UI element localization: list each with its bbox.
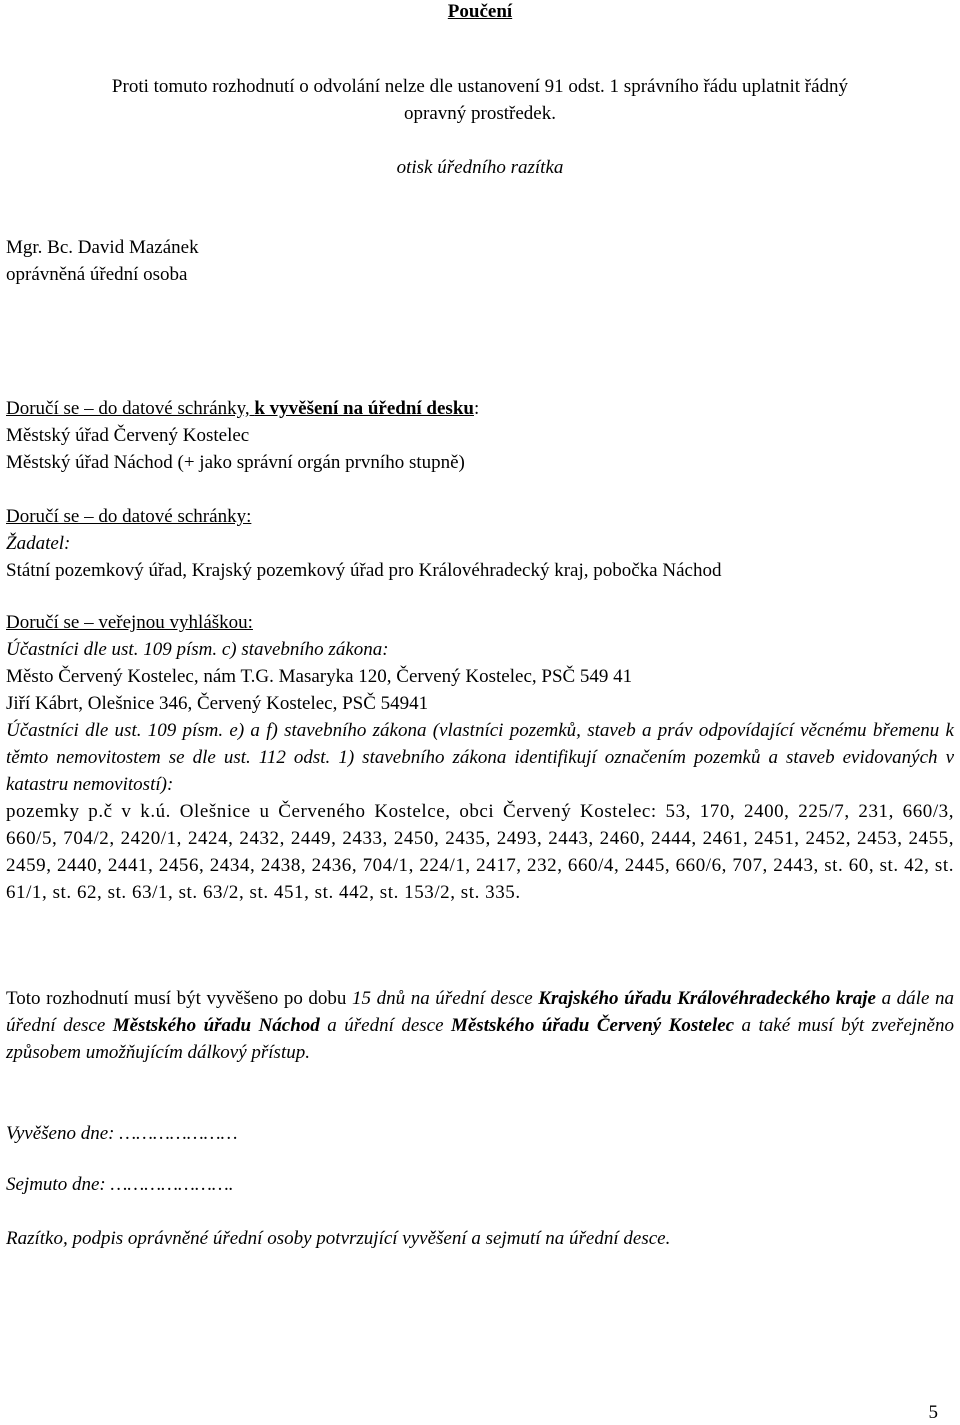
recipient-item: Městský úřad Červený Kostelec [6, 425, 250, 446]
delivery-box-lead: Doručí se – do datové schránky: [6, 506, 252, 527]
recipient-item: Městský úřad Náchod (+ jako správní orgán prvního stupně) [6, 452, 465, 473]
participants-ef-label: Účastníci dle ust. 109 písm. e) a f) stavebního zákona (vlastníci pozemků, staveb a práv odpovídající věcnému břemenu k těmto nemovitostem se dle ust. 112 odst. 1) stavebního zákona identifikují označením pozemků a staveb evidovaných v katastru nemovitostí): [6, 720, 954, 795]
posting-text-italic: a také musí být zveřejněno způsobem umožňujícím dálkový přístup. [6, 1015, 954, 1063]
posting-regional-office: Krajského úřadu Královéhradeckého kraje [538, 988, 876, 1009]
delivery-board-lead-bold: k vyvěšení na úřední desku [254, 398, 474, 419]
delivery-board-lead [6, 395, 954, 422]
applicant-name: Státní pozemkový úřad, Krajský pozemkový úřad pro Královéhradecký kraj, pobočka Náchod [6, 560, 722, 581]
stamp-placeholder: otisk úředního razítka [396, 157, 564, 178]
posting-paragraph [6, 985, 954, 1066]
posting-nachod-office: Městského úřadu Náchod [112, 1015, 320, 1036]
participant-item: Jiří Kábrt, Olešnice 346, Červený Kostelec, PSČ 54941 [6, 693, 429, 714]
posting-text-italic: a úřední desce [319, 1015, 451, 1036]
posted-on-field: Vyvěšeno dne: ………………… [6, 1123, 238, 1144]
delivery-board-lead-text: Doručí se – do datové schránky, [6, 398, 255, 419]
signatory-role: oprávněná úřední osoba [6, 264, 188, 285]
applicant-label: Žadatel: [6, 533, 71, 554]
delivery-public-lead: Doručí se – veřejnou vyhláškou: [6, 612, 253, 633]
removed-on-field: Sejmuto dne: …………………. [6, 1174, 234, 1195]
parcels-list: pozemky p.č v k.ú. Olešnice u Červeného Kostelce, obci Červený Kostelec: 53, 170, 2400, 225/7, 231, 660/3, 660/5, 704/2, 2420/1, 2424, 2432, 2449, 2433, 2450, 2435, 2493, 2443, 2460, 2444, 2461, 2451, 2452, 2453, 2455, 2459, 2440, 2441, 2456, 2434, 2438, 2436, 704/1, 224/1, 2417, 232, 660/4, 2445, 660/6, 707, 2443, st. 60, st. 42, st. 61/1, st. 62, st. 63/1, st. 63/2, st. 451, st. 442, st. 153/2, st. 335. [6, 801, 954, 903]
participants-c-label: Účastníci dle ust. 109 písm. c) stavebního zákona: [6, 639, 389, 660]
delivery-board-colon: : [473, 398, 480, 419]
posting-kostelec-office: Městského úřadu Červený Kostelec [450, 1015, 735, 1036]
participant-item: Město Červený Kostelec, nám T.G. Masaryka 120, Červený Kostelec, PSČ 549 41 [6, 666, 633, 687]
posting-text: Toto rozhodnutí musí být vyvěšeno po dobu [6, 988, 353, 1009]
appeal-text-line1: Proti tomuto rozhodnutí o odvolání nelze dle ustanovení 91 odst. 1 správního řádu uplatnit řádný [111, 76, 849, 97]
appeal-text-line2: opravný prostředek. [404, 103, 556, 124]
posting-text-italic: a dále na úřední desce [6, 988, 954, 1036]
posting-duration: 15 dnů na úřední desce [352, 988, 539, 1009]
signatory-name: Mgr. Bc. David Mazánek [6, 237, 199, 258]
stamp-signature-note: Razítko, podpis oprávněné úřední osoby potvrzující vyvěšení a sejmutí na úřední desce. [6, 1228, 671, 1249]
page-number: 5 [928, 1402, 938, 1423]
poučení-heading: Poučení [447, 1, 513, 22]
